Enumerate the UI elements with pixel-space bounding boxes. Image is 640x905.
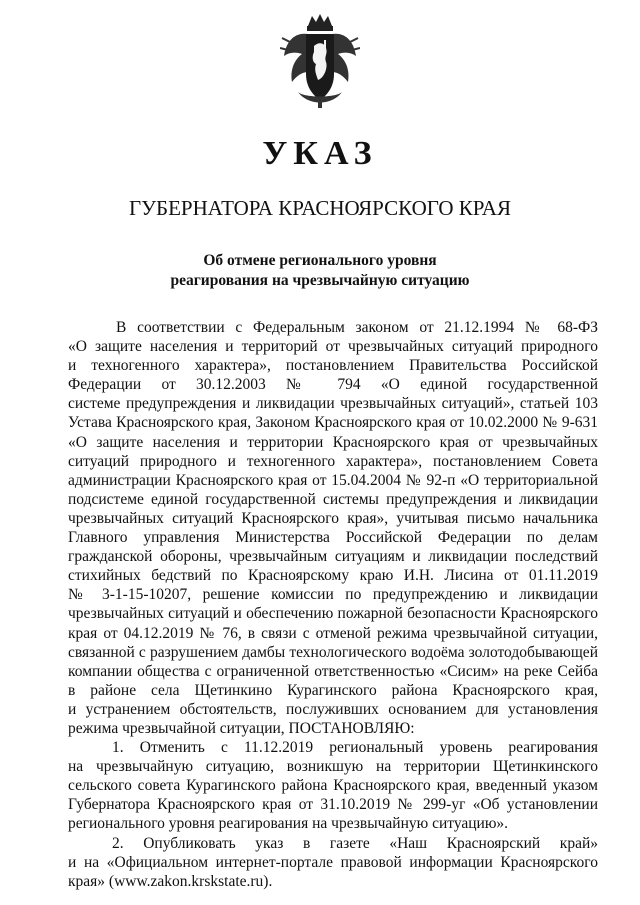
text-line: связанной с разрушением дамбы технологического водоёма золотодобывающей — [68, 643, 598, 661]
text-line: компании общества с ограниченной ответственностью «Сисим» на реке Сейба — [68, 662, 598, 680]
text-line: Федерации от 30.12.2003 № 794 «О единой государственной — [68, 376, 598, 394]
text-line: регионального уровня реагирования на чрезвычайную ситуацию». — [68, 815, 509, 833]
text-line: Устава Красноярского края, Законом Красноярского края от 10.02.2000 № 9-631 — [68, 414, 598, 432]
document-title: УКАЗ — [262, 135, 378, 172]
text-line: края» (www.zakon.krskstate.ru). — [68, 872, 273, 890]
text-line: № 3-1-15-10207, решение комиссии по предупреждению и ликвидации — [68, 586, 598, 604]
text-line: сельского совета Курагинского района Красноярского края, введенный указом — [68, 777, 598, 795]
text-line: ситуаций природного и техногенного характера», постановлением Совета — [68, 452, 598, 470]
text-line: в районе села Щетинкино Курагинского района Красноярского края, — [68, 681, 598, 699]
text-line: «О защите населения и территорий от чрезвычайных ситуаций природного — [68, 338, 598, 356]
text-line: режима чрезвычайной ситуации, ПОСТАНОВЛЯЮ: — [68, 719, 415, 737]
text-line: и техногенного характера», постановлением Правительства Российской — [68, 357, 598, 375]
text-line: гражданской обороны, чрезвычайным ситуациям и ликвидации последствий — [68, 548, 598, 566]
text-line: края от 04.12.2019 № 76, в связи с отменой режима чрезвычайной ситуации, — [68, 624, 598, 642]
text-line: стихийных бедствий по Красноярскому краю И.Н. Лисина от 01.11.2019 — [68, 567, 598, 585]
text-line: 2. Опубликовать указ в газете «Наш Красноярский край» — [112, 834, 598, 852]
issuer-title: ГУБЕРНАТОРА КРАСНОЯРСКОГО КРАЯ — [129, 196, 511, 220]
document-heading — [0, 251, 640, 291]
heading-line-2: реагирования на чрезвычайную ситуацию — [170, 272, 470, 289]
text-line: Губернатора Красноярского края от 31.10.2019 № 299-уг «Об установлении — [68, 796, 598, 814]
text-line: администрации Красноярского края от 15.04.2004 № 92-п «О территориальной — [68, 471, 598, 489]
preamble-paragraph — [68, 318, 598, 738]
text-line: на чрезвычайную ситуацию, возникшую на территории Щетинкинского — [68, 758, 598, 776]
text-line: «О защите населения и территории Красноярского края от чрезвычайных — [68, 433, 598, 451]
text-line: В соответствии с Федеральным законом от 21.12.1994 № 68-ФЗ — [116, 319, 598, 336]
text-line: системе предупреждения и ликвидации чрезвычайных ситуаций», статьей 103 — [68, 395, 598, 413]
text-line: и на «Официальном интернет-портале правовой информации Красноярского — [68, 853, 598, 871]
coat-of-arms-icon — [280, 12, 360, 112]
text-line: подсистеме единой государственной системы предупреждения и ликвидации — [68, 490, 598, 508]
text-line: Главного управления Министерства Российской Федерации по делам — [68, 529, 598, 547]
document-body — [68, 318, 598, 891]
text-line: чрезвычайных ситуаций Красноярского края», учитывая письмо начальника — [68, 509, 598, 527]
text-line: и устранением обстоятельств, послуживших основанием для установления — [68, 700, 598, 718]
text-line: 1. Отменить с 11.12.2019 региональный уровень реагирования — [112, 739, 598, 757]
clause-1 — [68, 738, 598, 833]
heading-line-1: Об отмене регионального уровня — [203, 252, 437, 269]
text-line: чрезвычайных ситуаций и обеспечению пожарной безопасности Красноярского — [68, 605, 598, 623]
clause-2 — [68, 834, 598, 891]
